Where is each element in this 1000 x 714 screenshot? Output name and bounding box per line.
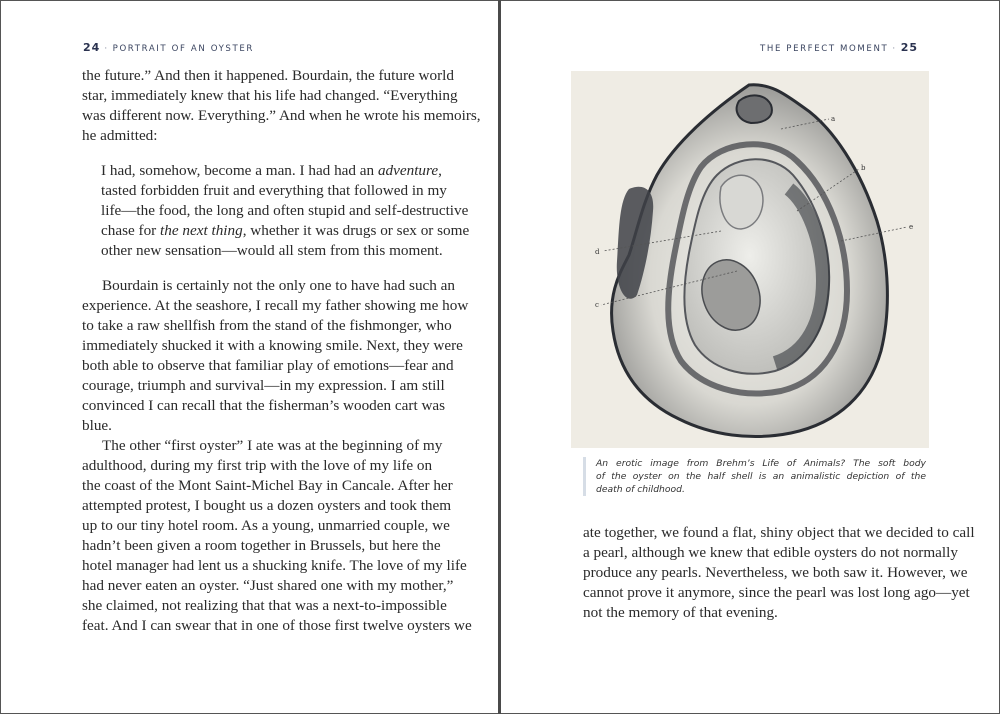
text: I had, somehow, become a man. I had had an	[101, 162, 378, 179]
text-line: both able to observe that familiar play of emotions—fear and	[82, 357, 454, 374]
oyster-illustration	[571, 71, 929, 448]
block-quote	[82, 161, 470, 261]
emphasis: adventure	[377, 162, 439, 179]
text-line: was different now. Everything.” And when he wrote his memoirs,	[82, 107, 481, 124]
quote-line: tasted forbidden fruit and everything that followed in my	[101, 182, 447, 199]
caption-line: of the oyster on the half shell is an animalistic depiction of the	[596, 471, 926, 482]
text-line: the future.” And then it happened. Bourdain, the future world	[82, 67, 454, 84]
oyster-engraving	[571, 71, 929, 448]
text-line: immediately shucked it with a knowing smile. Next, they were	[82, 337, 463, 354]
text: , whether it was drugs or sex or some	[242, 222, 470, 239]
separator: ·	[104, 44, 109, 54]
text-line: The other “first oyster” I ate was at the beginning of my	[102, 437, 443, 454]
label-c: c	[595, 301, 599, 309]
label-a: a	[831, 115, 836, 123]
paragraph	[82, 276, 469, 436]
paragraph	[82, 436, 472, 636]
text-line: the coast of the Mont Saint-Michel Bay in Cancale. After her	[82, 477, 453, 494]
figure-caption	[583, 457, 926, 496]
quote-line: life—the food, the long and often stupid and self-destructive	[101, 202, 469, 219]
page-number: 24	[83, 41, 101, 54]
emphasis: the next thing	[160, 222, 243, 239]
text: ,	[438, 162, 442, 179]
text-line: hotel manager had lent us a shucking knife. The love of my life	[82, 557, 467, 574]
left-body-text	[82, 66, 481, 636]
text-line: she claimed, not realizing that that was a next-to-impossible	[82, 597, 447, 614]
text-line: star, immediately knew that his life had changed. “Everything	[82, 87, 458, 104]
text-line: to take a raw shellfish from the stand of the fishmonger, who	[82, 317, 452, 334]
caption-line: death of childhood.	[596, 484, 685, 495]
running-head-left	[83, 41, 254, 54]
text-line: experience. At the seashore, I recall my father showing me how	[82, 297, 469, 314]
paragraph	[82, 66, 481, 146]
quote-line	[101, 221, 470, 241]
shell-hinge	[737, 95, 772, 123]
text-line: not the memory of that evening.	[583, 604, 778, 621]
text-line: cannot prove it anymore, since the pearl was lost long ago—yet	[583, 584, 970, 601]
page-number: 25	[900, 41, 918, 54]
text: chase for	[101, 222, 161, 239]
text-line: attempted protest, I bought us a dozen oysters and took them	[82, 497, 452, 514]
label-b: b	[861, 164, 866, 172]
text-line: blue.	[82, 417, 112, 434]
text-line: he admitted:	[82, 127, 158, 144]
text-line: up to our tiny hotel room. As a young, unmarried couple, we	[82, 517, 450, 534]
text-line: a pearl, although we knew that edible oysters do not normally	[583, 544, 958, 561]
paragraph	[583, 523, 975, 623]
chapter-title: PORTRAIT OF AN OYSTER	[112, 44, 254, 54]
text-line: hadn’t been given a room together in Brussels, but here the	[82, 537, 441, 554]
text-line: adulthood, during my first trip with the love of my life on	[82, 457, 433, 474]
label-e: e	[909, 223, 914, 231]
label-d: d	[595, 248, 600, 256]
text-line: ate together, we found a flat, shiny object that we decided to call	[583, 524, 975, 541]
text-line: courage, triumph and survival—in my expression. I am still	[82, 377, 445, 394]
text-line: feat. And I can swear that in one of those first twelve oysters we	[82, 617, 472, 634]
left-page	[0, 0, 498, 714]
text-line: convinced I can recall that the fisherman’s wooden cart was	[82, 397, 446, 414]
chapter-title: THE PERFECT MOMENT	[760, 44, 889, 54]
caption-line: An erotic image from Brehm’s Life of Animals? The soft body	[596, 458, 926, 469]
text-line: Bourdain is certainly not the only one to have had such an	[102, 277, 456, 294]
quote-line	[101, 161, 442, 181]
running-head-right	[760, 41, 918, 54]
right-body-text	[583, 523, 975, 623]
text-line: had never eaten an oyster. “Just shared one with my mother,”	[82, 577, 454, 594]
right-page	[501, 0, 1000, 714]
quote-line: other new sensation—would all stem from this moment.	[101, 242, 443, 259]
text-line: produce any pearls. Nevertheless, we both saw it. However, we	[583, 564, 968, 581]
separator: ·	[892, 44, 897, 54]
